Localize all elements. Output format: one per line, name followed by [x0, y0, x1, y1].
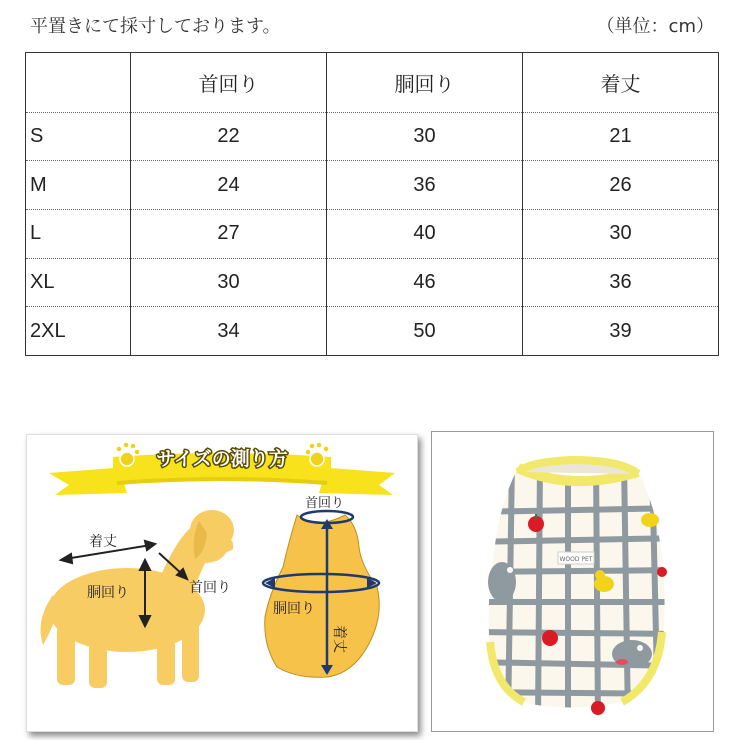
dinosaur-icon: [488, 562, 516, 602]
header-neck: 首回り: [131, 53, 327, 113]
neck-cell: 22: [131, 112, 327, 161]
length-cell: 39: [523, 307, 719, 356]
table-row: [26, 161, 719, 210]
length-cell: 21: [523, 112, 719, 161]
chest-cell: 36: [327, 161, 523, 210]
shirt-neck-label: 首回り: [305, 496, 345, 511]
dog-chest-label: 胴回り: [87, 585, 129, 601]
header-chest: 胴回り: [327, 53, 523, 113]
neck-cell: 24: [131, 161, 327, 210]
dog-neck-label: 首回り: [189, 580, 231, 596]
product-photo-panel: [431, 431, 714, 732]
header-length: 着丈: [523, 53, 719, 113]
measurement-guide-illustration: [27, 435, 417, 731]
label-tag-text: WOOD PET: [559, 556, 593, 563]
product-photo: [432, 432, 713, 731]
size-cell: S: [26, 112, 131, 161]
size-cell: XL: [26, 258, 131, 307]
length-cell: 36: [523, 258, 719, 307]
table-row: [26, 307, 719, 356]
shirt-chest-label: 胴回り: [273, 601, 315, 617]
chest-cell: 50: [327, 307, 523, 356]
apple-icon: [542, 630, 558, 646]
apple-icon: [657, 567, 667, 577]
table-row: [26, 258, 719, 307]
measurement-note: 平置きにて採寸しております。: [30, 16, 281, 37]
dog-length-label: 着丈: [89, 534, 117, 550]
table-header-row: [26, 53, 719, 113]
measurement-guide-panel: [26, 434, 418, 732]
size-cell: 2XL: [26, 307, 131, 356]
header-blank: [26, 53, 131, 113]
size-table: [25, 52, 719, 356]
unit-label: （単位：cm）: [596, 16, 714, 37]
length-cell: 30: [523, 210, 719, 259]
length-cell: 26: [523, 161, 719, 210]
shirt-diagram: [263, 511, 379, 677]
neck-cell: 34: [131, 307, 327, 356]
shirt-length-label: 着丈: [331, 625, 347, 653]
size-cell: M: [26, 161, 131, 210]
chest-cell: 30: [327, 112, 523, 161]
neck-cell: 27: [131, 210, 327, 259]
neck-cell: 30: [131, 258, 327, 307]
guide-title: サイズの測り方: [156, 448, 288, 470]
duck-icon: [641, 513, 659, 527]
size-cell: L: [26, 210, 131, 259]
chest-cell: 46: [327, 258, 523, 307]
dog-silhouette: [41, 510, 234, 688]
apple-icon: [591, 701, 605, 715]
table-row: [26, 210, 719, 259]
chest-cell: 40: [327, 210, 523, 259]
dinosaur-icon: [612, 640, 652, 668]
table-row: [26, 112, 719, 161]
